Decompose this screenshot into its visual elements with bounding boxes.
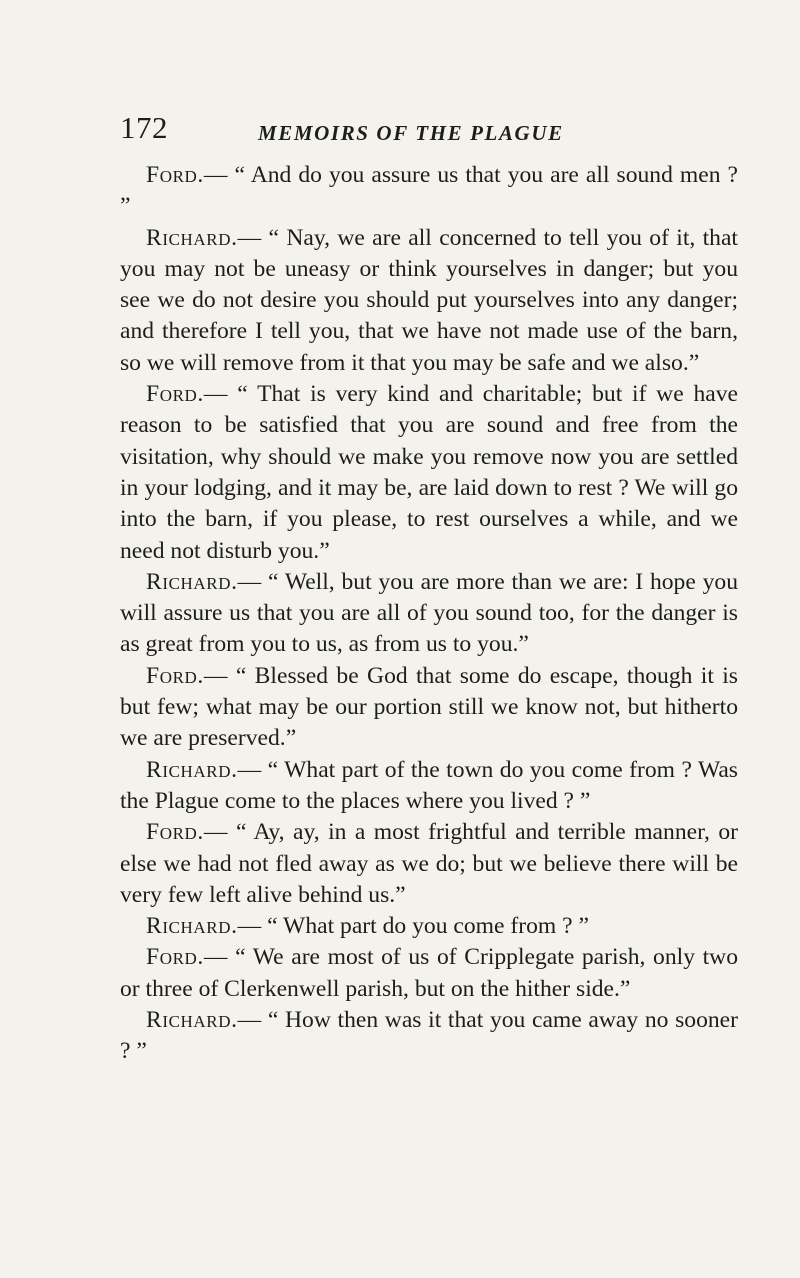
speech-text: — “ How then was it that you came away no sooner ? ” — [120, 1007, 738, 1065]
dialogue-paragraph — [120, 567, 738, 661]
speech-text: — “ We are most of us of Cripplegate parish, only two or three of Clerkenwell parish, but on the hither side.” — [120, 944, 738, 1002]
speaker-name: Richard. — [146, 568, 238, 595]
dialogue-paragraph — [120, 379, 738, 567]
dialogue-paragraph — [120, 942, 738, 1005]
speaker-name: Ford. — [146, 944, 204, 971]
running-title: MEMOIRS OF THE PLAGUE — [258, 121, 564, 145]
speaker-name: Richard. — [146, 1007, 238, 1034]
dialogue-paragraph — [120, 755, 738, 818]
speech-text: — “ What part of the town do you come from ? Was the Plague come to the places where you lived ? ” — [120, 756, 738, 814]
speaker-name: Ford. — [146, 381, 204, 408]
speech-text: — “ Blessed be God that some do escape, though it is but few; what may be our portion still we know not, but hitherto we are preserved.” — [120, 662, 738, 752]
speech-text: — “ And do you assure us that you are all sound men ? ” — [120, 162, 738, 220]
speech-text: — “ That is very kind and charitable; but if we have reason to be satisfied that you are sound and free from the visitation, why should we make you remove now you are settled in your lodging, and it may be, are laid down to rest ? We will go into the barn, if you please, to rest ourselves a while, and we need not disturb you.” — [120, 381, 738, 564]
speaker-name: Richard. — [146, 756, 238, 783]
speaker-name: Ford. — [146, 162, 204, 188]
speaker-name: Ford. — [146, 662, 204, 689]
speaker-name: Richard. — [146, 913, 238, 940]
page-header — [120, 112, 740, 152]
dialogue-text — [120, 160, 738, 1068]
speech-text: — “ Well, but you are more than we are: I hope you will assure us that you are all of you sound too, for the danger is as great from you to us, as from us to you.” — [120, 568, 738, 658]
dialogue-paragraph — [120, 911, 738, 942]
dialogue-paragraph — [120, 1005, 738, 1068]
speech-text: — “ Nay, we are all concerned to tell you of it, that you may not be uneasy or think yourselves in danger; but you see we do not desire you should put yourselves into any danger; and therefore I tell you, that we have not made use of the barn, so we will remove from it that you may be safe and we also.” — [120, 224, 738, 376]
page-number: 172 — [120, 110, 168, 145]
speaker-name: Ford. — [146, 819, 204, 846]
dialogue-paragraph — [120, 223, 738, 379]
dialogue-paragraph — [120, 160, 738, 223]
dialogue-paragraph — [120, 817, 738, 911]
dialogue-paragraph — [120, 661, 738, 755]
speech-text: — “ Ay, ay, in a most frightful and terrible manner, or else we had not fled away as we do; but we believe there will be very few left alive behind us.” — [120, 819, 738, 908]
speech-text: — “ What part do you come from ? ” — [237, 913, 589, 940]
speaker-name: Richard. — [146, 224, 238, 251]
